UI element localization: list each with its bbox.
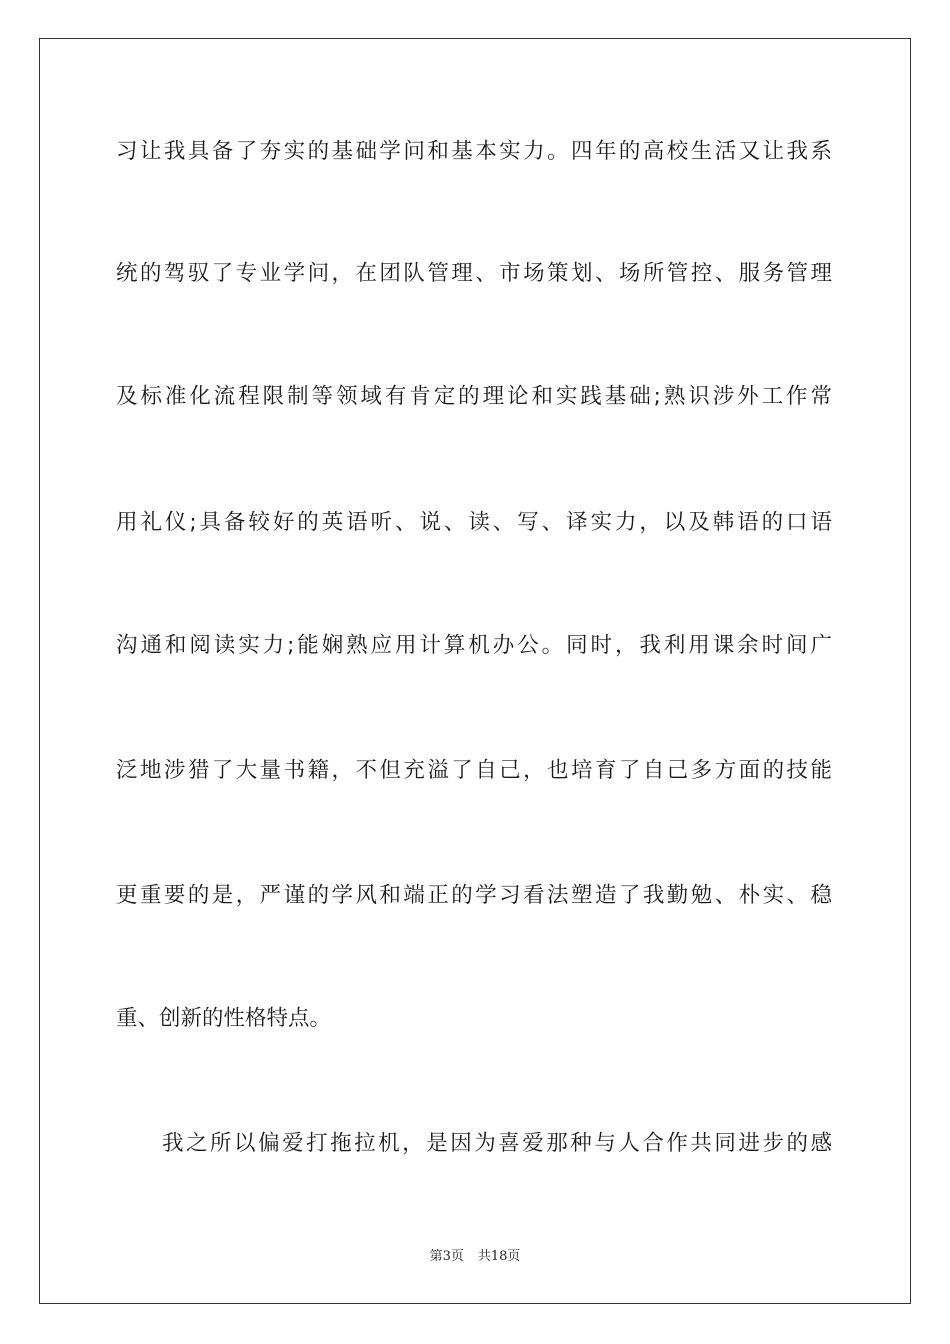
page-number-current: 第3页 [429,1249,464,1264]
text-line: 习让我具备了夯实的基础学问和基本实力。四年的高校生活又让我系 [116,139,832,164]
text-line: 重、创新的性格特点。 [116,1006,332,1031]
text-line: 沟通和阅读实力;能娴熟应用计算机办公。同时，我利用课余时间广 [116,633,832,658]
text-line: 及标准化流程限制等领域有肯定的理论和实践基础;熟识涉外工作常 [116,384,832,409]
text-line: 泛地涉猎了大量书籍，不但充溢了自己，也培育了自己多方面的技能 [116,758,832,783]
text-line: 统的驾驭了专业学问，在团队管理、市场策划、场所管控、服务管理 [116,261,832,286]
page-border [39,38,911,1304]
page-footer [0,1248,950,1266]
text-line: 更重要的是，严谨的学风和端正的学习看法塑造了我勤勉、朴实、稳 [116,883,832,908]
text-line: 用礼仪;具备较好的英语听、说、读、写、译实力，以及韩语的口语 [116,510,832,535]
paragraph-start-line: 我之所以偏爱打拖拉机，是因为喜爱那种与人合作共同进步的感 [162,1131,832,1156]
page-number-total: 共18页 [477,1249,521,1264]
